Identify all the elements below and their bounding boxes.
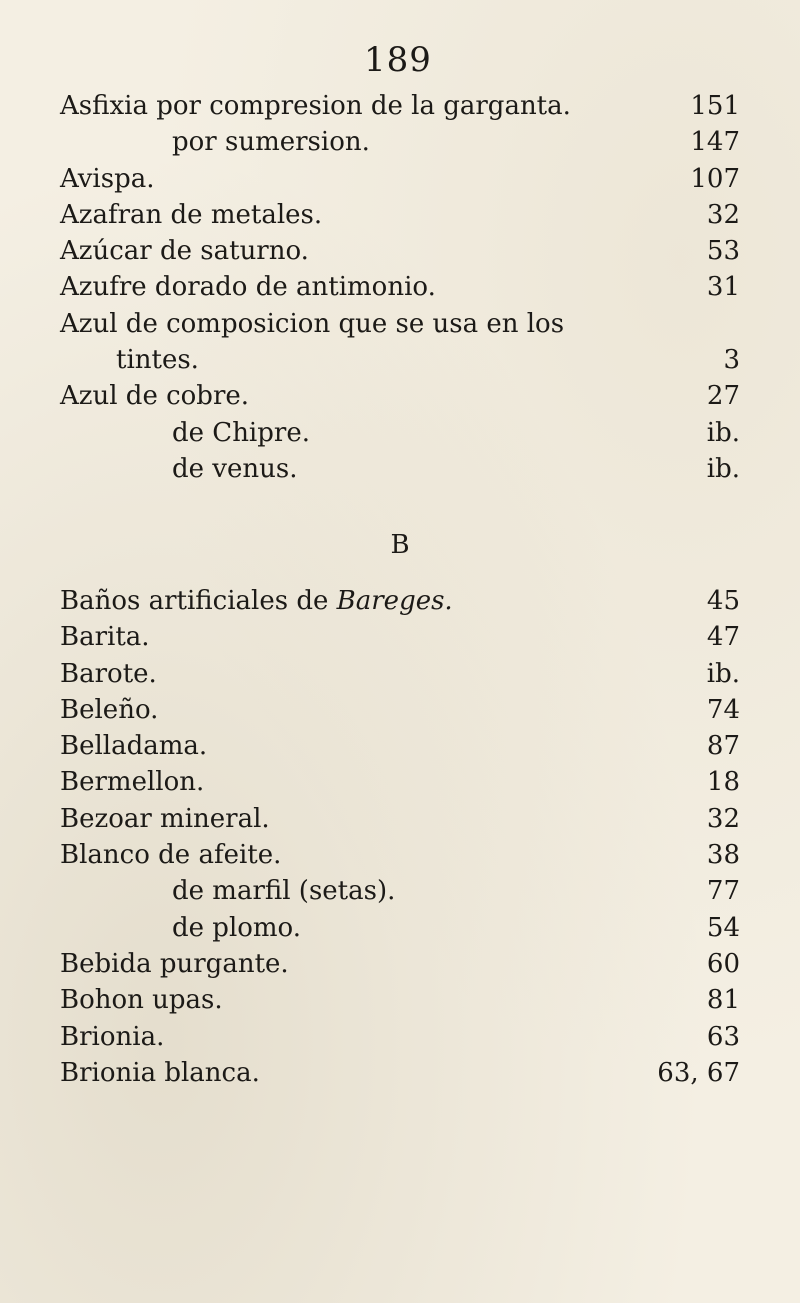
index-section-a bbox=[60, 88, 740, 487]
index-entry bbox=[60, 306, 740, 342]
entry-label-italic: Bareges. bbox=[336, 586, 453, 616]
entry-page-ref: 87 bbox=[706, 731, 740, 762]
entry-page-ref: 63, 67 bbox=[657, 1057, 740, 1088]
entry-label-text: Beleño. bbox=[60, 694, 159, 725]
entry-label bbox=[60, 378, 249, 414]
index-entry bbox=[60, 342, 740, 378]
index-section-b bbox=[60, 583, 740, 1091]
entry-page-ref: 31 bbox=[706, 272, 740, 303]
entry-label bbox=[60, 728, 207, 764]
entry-page-ref: 3 bbox=[723, 345, 740, 376]
index-entry bbox=[60, 583, 740, 619]
entry-page-ref: 27 bbox=[706, 381, 740, 412]
entry-label-text: de venus. bbox=[172, 453, 298, 484]
entry-label bbox=[172, 415, 310, 451]
entry-label-text: Brionia blanca. bbox=[60, 1057, 260, 1088]
entry-label-text: tintes. bbox=[116, 345, 199, 376]
index-entry bbox=[60, 88, 740, 124]
entry-page-ref: 81 bbox=[706, 985, 740, 1016]
index-entry bbox=[60, 728, 740, 764]
entry-label-text: Azafran de metales. bbox=[60, 199, 323, 230]
entry-label bbox=[60, 656, 157, 692]
entry-page-ref: 77 bbox=[706, 876, 740, 907]
entry-label-text: Blanco de afeite. bbox=[60, 840, 282, 871]
index-entry bbox=[60, 124, 740, 160]
index-entry bbox=[60, 946, 740, 982]
entry-page-ref: 38 bbox=[706, 840, 740, 871]
entry-label bbox=[60, 306, 564, 342]
entry-label bbox=[60, 692, 158, 728]
index-entry bbox=[60, 233, 740, 269]
index-entry bbox=[60, 378, 740, 414]
index-entry bbox=[60, 1019, 740, 1055]
entry-page-ref: ib. bbox=[706, 417, 740, 448]
entry-page-ref: 107 bbox=[690, 163, 740, 194]
index-entry bbox=[60, 269, 740, 305]
page-number: 189 bbox=[364, 40, 432, 80]
entry-label bbox=[60, 801, 270, 837]
entry-label bbox=[60, 1019, 164, 1055]
index-entry bbox=[60, 692, 740, 728]
index-entry bbox=[60, 801, 740, 837]
entry-label bbox=[60, 583, 453, 619]
entry-label-text: Azul de composicion que se usa en los bbox=[60, 308, 565, 339]
index-entry bbox=[60, 619, 740, 655]
entry-label bbox=[116, 342, 199, 378]
entry-label bbox=[60, 982, 223, 1018]
index-entry bbox=[60, 161, 740, 197]
entry-page-ref: 45 bbox=[706, 586, 740, 616]
entry-label bbox=[172, 124, 370, 160]
entry-label-text: Barita. bbox=[60, 622, 150, 653]
entry-label bbox=[60, 946, 289, 982]
entry-label bbox=[60, 269, 436, 305]
entry-label bbox=[60, 1055, 260, 1091]
entry-label bbox=[60, 233, 309, 269]
entry-label-text: Belladama. bbox=[60, 731, 208, 762]
entry-label-text: de Chipre. bbox=[172, 417, 310, 448]
entry-label-text: Barote. bbox=[60, 658, 157, 689]
entry-page-ref: 47 bbox=[706, 622, 740, 653]
index-entry bbox=[60, 656, 740, 692]
index-entry bbox=[60, 764, 740, 800]
index-entry bbox=[60, 1055, 740, 1091]
index-entry bbox=[60, 415, 740, 451]
entry-label bbox=[172, 451, 297, 487]
entry-label-text: Bohon upas. bbox=[60, 985, 223, 1016]
index-entry bbox=[60, 837, 740, 873]
index-entry bbox=[60, 982, 740, 1018]
entry-page-ref: 74 bbox=[706, 694, 740, 725]
entry-label bbox=[172, 873, 395, 909]
entry-label-text: de marfil (setas). bbox=[172, 876, 396, 907]
entry-page-ref: ib. bbox=[706, 453, 740, 484]
entry-label-text: Azufre dorado de antimonio. bbox=[60, 272, 436, 303]
entry-label-text: de plomo. bbox=[172, 912, 302, 943]
entry-page-ref: 18 bbox=[706, 767, 740, 798]
entry-label-text: Avispa. bbox=[60, 163, 155, 194]
entry-label bbox=[60, 88, 571, 124]
letter-heading: B bbox=[390, 530, 410, 560]
entry-label-text: Bebida purgante. bbox=[60, 948, 289, 979]
index-entry bbox=[60, 197, 740, 233]
entry-label-text: por sumersion. bbox=[172, 127, 370, 158]
entry-page-ref: ib. bbox=[706, 658, 740, 689]
entry-label-text: Azul de cobre. bbox=[60, 381, 250, 412]
entry-page-ref: 151 bbox=[690, 91, 740, 121]
entry-label bbox=[60, 161, 154, 197]
entry-label-text: Bezoar mineral. bbox=[60, 803, 270, 834]
entry-label-text: Azúcar de saturno. bbox=[60, 236, 309, 267]
entry-page-ref: 32 bbox=[706, 803, 740, 834]
entry-page-ref: 54 bbox=[706, 912, 740, 943]
index-entry bbox=[60, 873, 740, 909]
entry-label-text: Bermellon. bbox=[60, 767, 205, 798]
entry-page-ref: 32 bbox=[706, 199, 740, 230]
entry-page-ref: 60 bbox=[706, 948, 740, 979]
entry-label bbox=[60, 764, 204, 800]
entry-label-text: Brionia. bbox=[60, 1021, 165, 1052]
entry-label bbox=[172, 910, 301, 946]
entry-page-ref: 63 bbox=[706, 1021, 740, 1052]
entry-label bbox=[60, 619, 150, 655]
entry-label bbox=[60, 197, 322, 233]
entry-label-text: Asfixia por compresion de la garganta. bbox=[60, 91, 571, 121]
index-entry bbox=[60, 910, 740, 946]
entry-page-ref: 53 bbox=[706, 236, 740, 267]
entry-page-ref: 147 bbox=[690, 127, 740, 158]
entry-label-text: Baños artificiales de bbox=[60, 586, 337, 616]
index-entry bbox=[60, 451, 740, 487]
entry-label bbox=[60, 837, 281, 873]
